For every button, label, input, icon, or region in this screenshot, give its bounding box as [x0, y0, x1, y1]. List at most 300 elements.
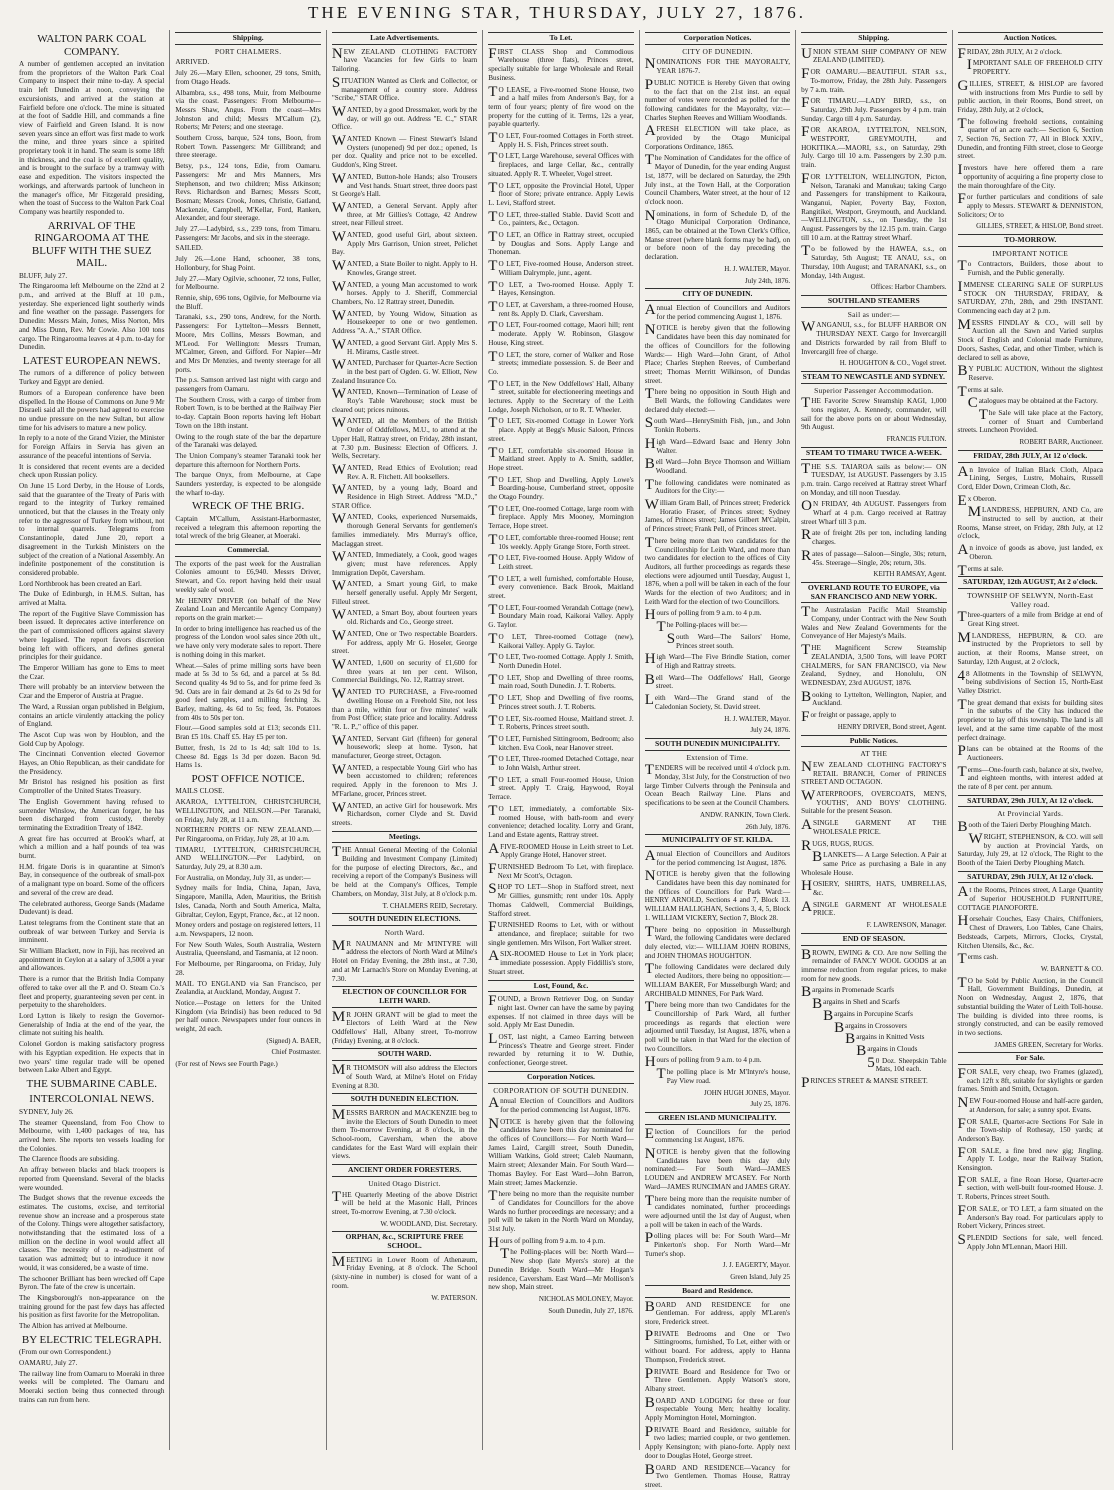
advertisement: TO LET, Shop and Dwelling, Apply Lowe's Boarding-house, Cumberland street, opposite the Otago Foundry.: [488, 473, 634, 502]
paragraph: NORTHERN PORTS OF NEW ZEALAND.—Per Ringarooma, on Friday, July 28, at 10 a.m.: [175, 826, 321, 843]
paragraph: The railway line from Oamaru to Moeraki in three weeks will be completed. The Oamaru and Moeraki section being thus connected through trains can run from here.: [19, 1369, 165, 1404]
advertisement: Annual Election of Councillors and Auditors for the period commencing August 1, 1876.: [644, 301, 791, 321]
advertisement: TO LET, comfortable three-roomed House; rent 10s weekly. Apply Grange Store, Forth street.: [488, 531, 634, 551]
article-section: [801, 582, 946, 732]
advertisement: TO LET, three-stalled Stable. David Scott and Co., painters, &c., Octagon.: [488, 208, 634, 228]
section-heading: MUNICIPALITY OF ST. KILDA.: [645, 834, 790, 847]
signature-line: H. J. WALTER, Mayor.: [724, 264, 791, 273]
article-section: [175, 1060, 320, 1069]
paragraph: Rumors of a European conference have been dispelled. In the House of Commons on June 9 Mr Disraeli said all the powers had agreed to exercise no undue pressure on the new Sultan, but allow time for his advisers to mature a new policy.: [19, 388, 165, 432]
advertisement: THE Quarterly Meeting of the above District will be held at the Masonic Hall, Princes street, To-morrow Evening, at 7.30 o'clock.: [331, 1188, 478, 1216]
signature-line: FRANCIS FULTON.: [886, 435, 947, 444]
advertisement: TO LET, a Two-roomed House. Apply T. Hayes, Kensington.: [488, 278, 634, 298]
advertisement: BY PUBLIC AUCTION, Without the slightest Reserve.: [957, 363, 1103, 382]
advertisement: Booth of the Taieri Derby Ploughing Match.: [957, 819, 1092, 836]
article-section: [332, 1231, 477, 1302]
paragraph: An affray between blacks and black troopers is reported from Queensland. Several of the blacks were wounded.: [19, 1166, 165, 1192]
advertisement: TO LET, the store, corner of Walker and Rose streets; immediate possession. S. de Beer and Co.: [488, 348, 634, 376]
article-section: [175, 1037, 320, 1057]
advertisement: TO LET, Shop and Dwelling of five rooms, Princes street south. J. T. Roberts.: [488, 692, 634, 711]
paragraph: July 27.—Ladybird, s.s., 239 tons, from Timaru. Passengers: Mr Jacobs, and six in the steerage.: [175, 225, 321, 242]
section-heading: TO-MORROW.: [958, 234, 1103, 247]
paragraph: Mr Bristol has resigned his position as first Comptroller of the United States Treasury.: [19, 778, 165, 796]
advertisement: Bargains in Clouds: [856, 1042, 918, 1059]
advertisement: Terms cash.: [957, 951, 999, 968]
advertisement: TO be Sold by Public Auction, in the Council Hall, Government Buildings, Dunedin, at Noon on Wednesday, August 2, 1876, that substantial building the Water of Leith Toll-house. The building is divided into three rooms, is strongly constructed, and can be easily removed in two sections.: [957, 974, 1103, 1037]
section-heading: STEAM TO TIMARU TWICE A-WEEK.: [801, 447, 946, 460]
signature-line: KEITH RAMSAY, Agent.: [873, 570, 947, 579]
advertisement: There being no opposition in South High and Bell Wards, the following Candidates were declared duly elected:—: [644, 386, 791, 414]
advertisement: The following candidates were nominated as Auditors for the City:—: [644, 476, 791, 496]
advertisement: Hours of polling from 9 a.m. to 4 p.m.: [644, 1054, 762, 1071]
paragraph: Lord Lytton is likely to resign the Governor-Generalship of India at the end of the year, the climate not suiting his health.: [19, 1012, 165, 1038]
paragraph: H.M. frigate Doris is in quarantine at Simon's Bay, in consequence of the outbreak of small-pox of a malignant type on board. Some of the officers and several of the crew are dead.: [19, 862, 165, 897]
advertisement: High Ward—The Five Brindle Station, corner of High and Rattray streets.: [644, 651, 791, 670]
section-heading: ARRIVAL OF THE RINGAROOMA AT THE BLUFF WITH THE SUEZ MAIL.: [31, 219, 152, 270]
advertisement: MLANDRESS, HEPBURN, AND Co, are instructed to sell by auction, at their Rooms, Manse street, on Friday, 28th July, at 12 o'clock,: [957, 504, 1103, 541]
signature-line: W. BARNETT & CO.: [1040, 964, 1103, 973]
advertisement: 48 Allotments in the Township of SELWYN, being subdivisions of Section 15, North-East Valley District.: [957, 667, 1103, 695]
advertisement: Rate of freight 20s per ton, including landing charges.: [801, 527, 947, 547]
advertisement: TO LET, Two-roomed Cottage. Apply J. Smith, North Dunedin Hotel.: [488, 651, 634, 670]
paragraph: Notice.—Postage on letters for the United Kingdom (via Brindisi) has been reduced to 9d per half ounce. Newspapers under four ounces in weight, 2d each.: [175, 998, 321, 1034]
section-heading: BY ELECTRIC TELEGRAPH.: [21, 1333, 162, 1346]
advertisement: Hours of polling from 9 a.m. to 4 p.m.: [488, 1234, 606, 1251]
section-subheading: IMPORTANT NOTICE: [992, 248, 1069, 258]
advertisement: Election of Councillors for the period commencing 1st August, 1876.: [644, 1125, 791, 1145]
paragraph: The exports of the past week for the Australian Colonies amount to £6,940. Messrs Driver, Stewart, and Co. report having held their usual weekly sale of wool.: [175, 559, 321, 594]
advertisement: There being more than the requisite number of candidates nominated, further proceedings were adjourned until the 1st day of August, when a poll will be taken in each of the Wards.: [644, 1192, 791, 1229]
paragraph: AKAROA, LYTTELTON, CHRISTCHURCH, WELLINGTON, and NELSON.—Per Taranaki, on Friday, July 28, at 11 a.m.: [175, 798, 321, 824]
paragraph: The barque Onyx, from Melbourne, at Cape Saunders yesterday, is expected to be alongside the wharf to-day.: [175, 471, 321, 497]
advertisement: FOR SALE, very cheap, two Frames (glazed), each 12ft x 8ft, suitable for skylights or garden frames. Smith and Smith, Octagon.: [957, 1066, 1103, 1094]
advertisement: Bargains in Porcupine Scarfs: [823, 1007, 913, 1024]
advertisement: For freight or passage, apply to: [801, 709, 897, 726]
advertisement: BOARD AND RESIDENCE—Vacancy for Two Gentlemen. Thomas House, Rattray street.: [644, 1461, 791, 1489]
signature-line: W. WOODLAND, Dist. Secretary.: [380, 1219, 478, 1228]
article-section: [332, 1048, 477, 1090]
paragraph: There is a rumor that the British India Company offered to take over all the P. and O. Steam Co.'s fleet and property, guaranteeing seven per cent. in perpetuity to the shareholders.: [19, 975, 165, 1010]
section-heading: Shipping.: [175, 32, 320, 45]
paragraph: TIMARU, LYTTELTON, CHRISTCHURCH, AND WELLINGTON.—Per Ladybird, on Saturday, July 29, at 8.30 a.m.: [175, 845, 321, 872]
article-section: [645, 834, 790, 1109]
advertisement: TO LET, Six-roomed House, Maitland street. J. T. Roberts, Princes street south.: [488, 712, 634, 732]
advertisement: WANTED, 1,600 on security of £1,600 for three years at ten per cent. Wilson, Commercial Buildings, No. 12, Rattray street.: [331, 657, 478, 685]
signature-line: Chief Postmaster.: [271, 1048, 321, 1057]
signature-line: Offices: Harbor Chambers.: [870, 283, 947, 292]
article-section: [801, 735, 946, 930]
advertisement: At the Rooms, Princes street, A Large Quantity of Superior HOUSEHOLD FURNITURE, COTTAGE PIANOFORTE.: [957, 884, 1103, 912]
advertisement: TO LET, Furnished Sittingroom, Bedroom; also kitchen. Eva Cook, near Hanover street.: [488, 732, 634, 752]
article-section: [332, 1164, 477, 1228]
article-section: [801, 933, 947, 1092]
article-section: [957, 974, 1103, 1050]
advertisement: TO LET, Six-roomed Cottage in Lower York place. Apply at Begg's Music Saloon, Princes street.: [488, 415, 634, 443]
advertisement: Bargains in Shetl and Scarfs: [812, 996, 900, 1013]
article-section: [645, 288, 790, 735]
advertisement: To be followed by the HAWEA, s.s., on Saturday, 5th August; TE ANAU, s.s., on Thursday, 10th August; and TARANAKI, s.s., on Monday, 14th August.: [801, 243, 947, 280]
article-section: [19, 1093, 164, 1330]
paragraph: Captain M'Callum, Assistant-Harbormaster, received a telegram this afternoon reporting the total wreck of the brig Gleaner, at Moeraki.: [175, 514, 321, 541]
advertisement: WANTED, Cooks, experienced Nursemaids, thorough General Servants for gentlemen's families immediately. Mrs Murray's office, Maclaggan street.: [331, 511, 478, 548]
paragraph: The Budget shows that the revenue exceeds the estimates. The customs, excise, and territorial revenue show an increase and a prosperous state of the Colony. Things were altogether satisfactory, notwithstanding that the estimated loss of a million on the decline in wool would affect all classes. The necessity of a re-adjustment of taxation was admitted; but to introduce it now would, it was considered, be a waste of time.: [19, 1194, 165, 1272]
section-subheading: TOWNSHIP OF SELWYN, North-East Valley road.: [967, 590, 1094, 609]
advertisement: FRIDAY, 28th JULY, At 2 o'clock.: [957, 45, 1062, 62]
section-heading: WALTON PARK COAL COMPANY.: [37, 33, 147, 58]
advertisement: SITUATION Wanted as Clerk and Collector, or management of a country store. Address "Scribe," STAR Office.: [331, 74, 478, 103]
paragraph: The Kingsborough's non-appearance on the training ground for the past few days has affected his position as first favorite for the Metropolitan.: [19, 1293, 165, 1320]
article-section: [645, 1285, 790, 1490]
section-subheading: Superior Passenger Accommodation.: [814, 385, 934, 395]
advertisement: WANTED, a General Servant. Apply after three, at Mr Gillies's Cottage, 42 Andrew street, near Filleul street.: [331, 199, 478, 228]
paragraph: The Emperor William has gone to Ems to meet the Czar.: [19, 663, 165, 681]
paragraph: The Cincinnati Convention elected Governor Hayes, an Ohio Republican, as their candidate for the Presidency.: [19, 750, 165, 776]
advertisement: An invoice of goods as above, just landed, ex Oberon.: [957, 542, 1103, 561]
column-7: [953, 30, 1108, 1450]
advertisement: PRIVATE Board and Residence for Two or Three Gentlemen. Apply Watson's store, Albany street.: [644, 1365, 791, 1393]
advertisement: TO LEASE, a Five-roomed Stone House, two and a half miles from Anderson's Bay, for a term of four years; plenty of fire wood on the property for the cutting of it. Terms, 12s a year, payable quarterly.: [488, 83, 634, 129]
advertisement: WANTED, good useful Girl, about sixteen. Apply Mrs Garrison, Union street, Pelichet Bay.: [331, 229, 478, 257]
article-section: [488, 980, 633, 1068]
advertisement: Nominations, in form of Schedule D, of the Otago Municipal Corporation Ordinance, 1865, can be obtained at the Town Clerk's Office, Manse street (where blank forms may be had), on or before noon of the day preceding the declaration.: [644, 207, 791, 262]
advertisement: Hours of polling from 9 a.m. to 4 p.m.: [644, 607, 762, 624]
advertisement: FOR TIMARU.—LADY BIRD, s.s., on Saturday, 29th July. Passengers by 4 p.m. train Sunday. Cargo till 4 p.m. Saturday.: [801, 95, 947, 123]
section-heading: Public Notices.: [801, 735, 946, 748]
advertisement: TO LET, Four-roomed Cottages in Forth street. Apply H. S. Fish, Princes street south.: [488, 130, 634, 149]
signature-line: H. HOUGHTON & CO., Vogel street.: [839, 359, 947, 368]
article-section: [801, 32, 946, 292]
advertisement: TO LET, Three-roomed Detached Cottage, near to John Walsh, Arthur street.: [488, 753, 634, 773]
section-heading: ORPHAN, &c., SCRIPTURE FREE SCHOOL.: [332, 1231, 477, 1252]
section-subheading: Sail as under:—: [847, 309, 900, 319]
section-heading: SATURDAY, 29th JULY, At 12 o'clock.: [958, 871, 1103, 884]
paragraph: Albambra, s.s., 498 tons, Muir, from Melbourne via the coast. Passengers: From Melbourne—Messrs Shaw, Angus. From the coast—Mrs Johnston and child; Messrs M'Callum (2), Roberts; Mr Peters; and one steerage.: [175, 88, 321, 132]
paragraph: The Southern Cross, with a cargo of timber from Robert Town, is to be berthed at the Railway Pier to-day. Captain Boon reports having left Hobart Town on the 18th instant.: [175, 395, 321, 430]
advertisement: TO LET, Large Warehouse, several Offices with fireplaces, and large Cellar, &c., centrally situated. Apply R. T. Wheeler, Vogel street.: [488, 150, 634, 178]
advertisement: South Ward—HenrySmith Fish, jun., and John Tonkin Roberts.: [644, 415, 791, 435]
paragraph: July 26.—Mary Ellen, schooner, 29 tons, Smith, from Otago Heads.: [175, 69, 321, 86]
signature-line: GILLIES, STREET, & HISLOP, Bond street.: [976, 222, 1103, 231]
advertisement: Polling places will be: For South Ward—Mr Pinkerton's shop. For North Ward—Mr Turner's shop.: [644, 1230, 791, 1258]
section-heading: SOUTHLAND STEAMERS: [801, 295, 946, 308]
advertisement: WANGANUI, s.s., for BLUFF HARBOR ON THURSDAY NEXT. Cargo for Invercargill and Districts forwarded by rail from Bluff to Invercargill free of charge.: [801, 319, 947, 356]
advertisement: ASINGLE GARMENT AT WHOLESALE PRICE.: [801, 898, 947, 918]
article-section: [175, 773, 320, 1034]
advertisement: FURNISHED Bedroom To Let, with fireplace. Next Mr Scott's, Octagon.: [488, 861, 634, 880]
section-heading: ELECTION OF COUNCILLOR FOR LEITH WARD.: [332, 986, 477, 1007]
section-heading: LATEST EUROPEAN NEWS.: [22, 354, 161, 367]
section-heading: FRIDAY, 28th JULY, At 12 o'clock.: [958, 450, 1103, 463]
advertisement: ON FRIDAY, 4th AUGUST. Passengers from Wharf at 4 p.m. Cargo received at Rattray street Wharf till 3 p.m.: [801, 498, 947, 526]
section-heading: SOUTH DUNEDIN MUNICIPALITY.: [645, 738, 790, 751]
advertisement: WANTED, a Smart young Girl, to make herself generally useful. Apply Mr Sergent, Filleul street.: [331, 578, 478, 606]
advertisement: The Sale will take place at the Factory, corner of Stuart and Cumberland streets. Luncheon Provided.: [957, 407, 1103, 435]
advertisement: IMPORTANT SALE OF FREEHOLD CITY PROPERTY.: [966, 57, 1103, 77]
paragraph: In reply to a note of the Grand Vizier, the Minister for Foreign Affairs in Servia has given an assurance of the peaceful intentions of Servia.: [19, 434, 165, 460]
advertisement: WANTED Known — Finest Stewart's Island Oysters (unopened) 9d per doz.; opened, 1s per doz. Quality and price not to be excelled. Guddon's, King Street.: [331, 133, 478, 170]
advertisement: THE Magnificent Screw Steamship ZEALANDIA, 3,500 Tons, will leave PORT CHALMERS, for SAN FRANCISCO, via New Zealand, Sydney, and Honolulu, ON WEDNESDAY, 23rd AUGUST, 1876.: [801, 642, 947, 687]
advertisement: WANTED, by a young lady, Board and Residence in High Street. Address "M.D.," STAR Office.: [331, 482, 478, 510]
paragraph: July 26.—Lone Hand, schooner, 38 tons, Hollonbury, for Shag Point.: [175, 255, 321, 272]
signature-line: (Signed) A. BAER,: [266, 1036, 321, 1045]
article-section: [332, 986, 477, 1045]
section-subheading: CITY OF DUNEDIN.: [682, 46, 753, 56]
section-heading: SATURDAY, 12th AUGUST, At 2 o'clock.: [958, 576, 1103, 589]
advertisement: BROWN, EWING & CO. Are now Selling the remainder of FANCY WOOL GOODS at an immense reduction from regular prices, to make room for new goods.: [801, 946, 947, 983]
signature-line: W. PATERSON.: [431, 1293, 478, 1302]
advertisement: Horsehair Couches, Easy Chairs, Chiffoniers, Chest of Drawers, Loo Tables, Cane Chairs, Bedsteads, Carpets, Mirrors, Clocks, Crystal, Kitchen Utensils, &c., &c.: [957, 913, 1103, 950]
advertisement: FURNISHED Rooms to Let, with or without attendance, and fireplace; suitable for two single gentlemen. Mrs Wilson, Fort Walker street.: [488, 919, 634, 947]
advertisement: The great demand that exists for building sites in the suburbs of the City has induced the proprietor to lay off this township. The land is all level, and at the same time capable of the most perfect drainage.: [957, 696, 1103, 742]
paragraph: Sydney mails for India, China, Japan, Java, Singapore, Manilla, Aden, Mauritius, the British Isles, Canada, North and South America, Malta, Gibraltar, Ceylon, Egypt, France, &c., at 12 noon.: [175, 884, 321, 919]
advertisement: MESSRS FINDLAY & CO., will sell by Auction all the Sawn and Varied surplus Stock of English and Colonial made Furniture, Doors, Sashes, Cedar, and other Timber, which is declared to sell as above,: [957, 316, 1103, 362]
advertisement: RUGS, RUGS, RUGS.: [801, 837, 874, 854]
section-heading: Corporation Notices.: [645, 32, 790, 45]
signature-line: July 24th, 1876.: [744, 276, 791, 285]
section-heading: SOUTH DUNEDIN ELECTION.: [332, 1093, 477, 1106]
section-heading: To Let.: [488, 32, 633, 45]
advertisement: MESSRS BARRON and MACKENZIE beg to invite the Electors of South Dunedin to meet them To-morrow Evening, at 8 o'clock, in the School-room, Caversham, when the above candidates for the East Ward will explain their views.: [331, 1106, 478, 1161]
paragraph: The rumors of a difference of policy between Turkey and Egypt are denied.: [19, 369, 165, 387]
advertisement: WANTED, a State Boiler to night. Apply to H. Knowles, Grange street.: [331, 258, 478, 277]
advertisement: Plans can be obtained at the Rooms of the Auctioneers.: [957, 743, 1103, 762]
advertisement: FOR SALE, Quarter-acre Sections For Sale in the Town-ship of Rothesay, 150 yards; at Anderson's Bay.: [957, 1115, 1103, 1143]
advertisement: Catalogues may be obtained at the Factory.: [967, 395, 1098, 412]
advertisement: BLANKETS— A Large Selection. A Pair at same Price as purchasing a Bale in any Wholesale House.: [801, 849, 947, 877]
section-heading: For Sale.: [958, 1052, 1103, 1065]
advertisement: WANTED, Purchaser for Quarter-Acre Section in the best part of Ogden. G. W. Elliott, New Zealand Insurance Co.: [331, 357, 478, 385]
article-section: [175, 32, 320, 497]
advertisement: NEW ZEALAND CLOTHING FACTORY'S RETAIL BRANCH, Corner of PRINCES STREET AND OCTAGON.: [801, 758, 947, 787]
section-subheading: United Otago District.: [368, 1178, 441, 1188]
paragraph: A great fire has occurred at Brook's wharf, at which a million and a half pounds of tea was burnt.: [19, 834, 165, 861]
advertisement: NOTICE is hereby given that the following Candidates have been this day nominated for the offices of Councillors for the following Wards:— High Ward—John Grant, of Athol Place; Charles Stephen Reeves, of Cumberland street; Thomas Merritt Wilkinson, of Dundas street.: [644, 322, 791, 385]
signature-line: NICHOLAS MOLONEY, Mayor.: [538, 1295, 634, 1303]
article-section: [645, 1112, 790, 1282]
section-heading: OVERLAND ROUTE TO EUROPE, via SAN FRANCISCO AND NEW YORK.: [801, 582, 946, 603]
advertisement: An Invoice of Italian Black Cloth, Alpaca Lining, Serges, Lustre, Mohairs, Russell Cord, Elder Down, Crimean Cloth, &c.: [957, 463, 1103, 491]
advertisement: NOTICE is hereby given that the following Candidates have been this day nominated for the Offices of Councillors for Park Ward:— HENRY ARNOLD, Sections 4 and 7, Block 13. WILLIAM HALLIGHAN, Sections 3, 4, 5, Block 1. WILLIAM VICKERY, Section 7, Block 28.: [644, 868, 791, 922]
paragraph: Sir William Blackett, now in Fiji, has received an appointment in Ceylon at a salary of 3,500l a year and allowances.: [19, 947, 165, 973]
advertisement: William Gram Ball, of Princes street; Frederick Horatio Fraser, of Princes street; Sydney James, of Princes street; James Gilbert M'Calpin, of Princes street; Frank Pell, of Princes street.: [644, 497, 791, 534]
paragraph: The Duke of Edinburgh, in H.M.S. Sultan, has arrived at Malta.: [19, 590, 165, 608]
advertisement: Rates of passage—Saloon—Single, 30s; return, 45s. Steerage—Single, 20s; return, 30s.: [801, 547, 947, 567]
advertisement: Bell Ward—The Oddfellows' Hall, George street.: [644, 671, 791, 691]
advertisement: ASINGLE GARMENT AT THE WHOLESALE PRICE.: [801, 817, 947, 836]
advertisement: Bell Ward—John Bryce Thomson and William Woodland.: [644, 456, 791, 475]
column-6: [796, 30, 952, 1450]
paragraph: Money orders and postage on registered letters, 11 a.m. Newspapers, 12 noon.: [175, 921, 321, 938]
advertisement: The Polling-places will be:—: [656, 619, 748, 636]
section-heading: WRECK OF THE BRIG.: [192, 500, 305, 513]
advertisement: ASIX-ROOMED House to Let in York place; immediate possession. Apply Fiddillis's store, Stuart street.: [488, 948, 634, 976]
signature-line: July 25, 1876.: [750, 1100, 791, 1109]
advertisement: TO LET, opposite the Provincial Hotel, Upper floor of Store; private entrance. Apply Lewis L. Levi, Stafford street.: [488, 179, 634, 207]
advertisement: High Ward—Edward Isaac and Henry John Walter.: [644, 435, 791, 455]
advertisement: IMMENSE CLEARING SALE OF SURPLUS STOCK ON THURSDAY, FRIDAY, & SATURDAY, 27th, 28th, and 29th INSTANT. Commencing each day at 2 p.m.: [957, 278, 1103, 315]
advertisement: Annual Election of Councillors and Auditors for the period commencing 1st August, 1876.: [488, 1095, 634, 1114]
advertisement: WANTED, an active Girl for housework. Mrs Richardson, corner Clyde and St. David streets.: [331, 799, 478, 827]
advertisement: WANTED, a respectable Young Girl who has been accustomed to children; references required. Apply in the forenoon to Mrs J. M'Farlane, grocer, Princes street.: [331, 761, 478, 798]
advertisement: The Nomination of Candidates for the office of Mayor of Dunedin, for the year ending August 1st, 1877, will be declared on Saturday, the 29th July inst., at the Town Hall, at the Corporation Council Chambers, Water street, at the hour of 12 o'clock noon.: [644, 152, 791, 206]
paragraph: Lord Northbrook has been created an Earl.: [19, 579, 142, 588]
advertisement: 50 Doz. Sheepskin Table Mats, 10d each.: [867, 1054, 947, 1074]
advertisement: WANTED TO PURCHASE, a Five-roomed dwelling House on a Freehold Site, not less than a mile, within four or five minutes' walk from Post Office; state price and locality. Address "R. L. P.," office of this paper.: [331, 686, 478, 731]
advertisement: Bargains in Crossovers: [834, 1019, 907, 1036]
advertisement: South Ward—The Sailors' Home, Princes street south.: [666, 630, 791, 650]
advertisement: THE Annual General Meeting of the Colonial Building and Investment Company (Limited) for the purpose of electing Directors, &c., and receiving a report of the Company's Business will be held at the Company's Offices, Temple Chambers, on Monday, 31st July, at 8 o'clock p.m.: [331, 844, 478, 898]
paragraph: For Melbourne, per Ringarooma, on Friday, July 28.: [175, 960, 321, 977]
section-subheading: At Provincial Yards.: [997, 809, 1064, 819]
signature-line: F. LAWRENSON, Manager.: [866, 921, 947, 930]
masthead: THE EVENING STAR, THURSDAY, JULY 27, 1876.: [308, 3, 806, 22]
signature-line: ANDW. RANKIN, Town Clerk.: [699, 810, 791, 819]
paragraph: Rennie, ship, 696 tons, Ogilvie, for Melbourne via the Bluff.: [175, 293, 321, 311]
paragraph: MAILS CLOSE.: [175, 787, 225, 796]
paragraph: The Ascot Cup was won by Houblon, and the Gold Cup by Apology.: [19, 730, 165, 748]
paragraph: OAMARU, July 27.: [19, 1359, 78, 1367]
advertisement: WANTED, a Smart Boy, about fourteen years old. Richards and Co., George street.: [331, 607, 478, 627]
paragraph: On June 15 Lord Derby, in the House of Lords, said that the guarantee of the Treaty of Paris with regard to the integrity of Turkey remained unnoticed, but that the clauses in the Treaty only refer to the aggressor of Turkey from without, not to internal quarrels. Telegrams from Constantinople, dated June 20, report a disagreement in the Turkish Ministers on the subject of the creation of a National Assembly. An indefinite postponement of the constitution is considered probable.: [19, 481, 165, 577]
section-heading: Board and Residence.: [645, 1285, 790, 1298]
article-section: [19, 220, 164, 352]
advertisement: TO LET, Shop and Dwelling of three rooms, main road, South Dunedin. J. T. Roberts.: [488, 671, 634, 691]
advertisement: For further particulars and conditions of sale apply to Messrs. STEWART & DENNISTON, Solicitors; Or to: [957, 191, 1103, 219]
section-heading: Late Advertisements.: [332, 32, 477, 45]
advertisement: There being no more than the requisite number of Candidates for Councillors for the above Wards no further proceedings are necessary; and a poll will be taken in the North Ward on Monday, 31st July.: [488, 1188, 634, 1234]
paragraph: SYDNEY, July 26.: [19, 1107, 74, 1116]
signature-line: Green Island, July 25: [730, 1273, 791, 1282]
article-section: [801, 371, 946, 444]
paragraph: Latest telegrams from the Continent state that an outbreak of war between Turkey and Servia is imminent.: [19, 918, 165, 945]
article-section: [332, 1093, 477, 1161]
article-section: [332, 831, 477, 911]
paragraph: For New South Wales, South Australia, Western Australia, Queensland, and Tasmania, at 12 noon.: [175, 940, 321, 958]
advertisement: SPLENDID Sections for sale, well fenced. Apply John M'Lennan, Maori Hill.: [957, 1231, 1103, 1251]
paragraph: SAILED.: [175, 244, 203, 253]
advertisement: FOR SALE, a fine Roan Horse, Quarter-acre section, with well-built four-roomed House. J. T. Roberts, Princes street South.: [957, 1173, 1103, 1202]
advertisement: Investors have here offered them a rare opportunity of acquiring a fine property close to the main thoroughfare of the City.: [957, 162, 1103, 190]
article-section: [958, 1052, 1103, 1251]
advertisement: MLANDRESS, HEPBURN, & CO. are instructed by the Proprietors to sell by auction, at their Rooms, Manse street, on Saturday, 12th August, at 2 o'clock,: [957, 629, 1103, 666]
advertisement: AFIVE-ROOMED House in Leith street to Let. Apply Grange Hotel, Hanover street.: [488, 840, 634, 860]
advertisement: FOUND, a Brown Retriever Dog, on Sunday night last. Owner can have the same by paying expenses. If not claimed in three days will be sold. Apply Mr East Dunedin.: [488, 993, 634, 1030]
article-section: [801, 447, 946, 579]
section-heading: GREEN ISLAND MUNICIPALITY.: [645, 1112, 790, 1125]
advertisement: HOSIERY, SHIRTS, HATS, UMBRELLAS, &c.: [801, 878, 947, 898]
article-section: [958, 576, 1103, 791]
advertisement: FOR LYTTELTON, WELLINGTON, Picton, Nelson, Taranaki and Manukau; taking Cargo and Passengers for transhipment to Kaikoura, Wanganui, Napier, Poverty Bay, Foxton, Rangitikei, Westport, Greymouth, and Auckland.—WELLINGTON, s.s., on Tuesday, the 1st August. Passengers by the 12.15 p.m. train. Cargo till 10 a.m. at the Rattray street Wharf.: [801, 170, 947, 242]
advertisement: WANTED, Button-hole Hands; also Trousers and Vest hands. Stuart street, three doors past St George's Hall.: [331, 170, 478, 199]
paragraph: The Albion has arrived at Melbourne.: [19, 1322, 128, 1331]
paragraph: The report of the Fugitive Slave Commission has been issued. It deprecates active interference on the part of commissioned officers against slavery where legalised. The report favors discretion being left with officers, and defines general principles for their guidance.: [19, 609, 165, 662]
column-4: [483, 30, 639, 1450]
paragraph: A number of gentlemen accepted an invitation from the proprietors of the Walton Park Coal Company to inspect their mine to-day. A special train left Dunedin at noon, conveying the excursionists, and arrived at the station at Fairfield before one o'clock. The mine is situated at the foot of Saddle Hill, and commands a fine view of Fairfield and Green Island. It is now seven years since an effort was first made to work the mine, and three years since a spirited proprietary took it in hand. The seam is some 18ft in thickness, and the coal is of excellent quality, and is brought to the surface by a tramway with ease and expedition. The visitors inspected the workings, and afterwards partook of luncheon in the manager's office, Mr Fitzgerald presiding, when the toast of Success to the Walton Park Coal Company was heartily responded to.: [19, 60, 165, 216]
signature-line: July 24, 1876.: [750, 726, 791, 735]
paragraph: The schooner Brilliant has been wrecked off Cape Byron. The fate of the crew is uncertain.: [19, 1274, 165, 1292]
advertisement: TENDERS will be received until 4 o'clock p.m. Monday, 31st July, for the Construction of two large Timber Culverts through the Peninsula and Ocean Beach Railway Line. Plans and specifications to be seen at the Council Chambers.: [644, 762, 791, 808]
signature-line: J. J. EAGERTY, Mayor.: [722, 1261, 791, 1270]
article-section: [957, 450, 1103, 579]
paragraph: The p.s. Samson arrived last night with cargo and passengers from Oamaru.: [175, 376, 321, 394]
section-subheading: CORPORATION OF SOUTH DUNEDIN.: [493, 1085, 629, 1095]
article-section: [645, 738, 790, 831]
signature-line: ROBERT BARR, Auctioneer.: [1019, 438, 1103, 447]
paragraph: July 27.—Mary Ogilvie, schooner, 72 tons, Fuller, for Melbourne.: [175, 274, 321, 292]
paragraph: Wheat.—Sales of prime milling sorts have been made at 5s 3d to 5s 6d, and a parcel at 5s 8d. Second quality 4s 9d to 5s, and for prime feed 3s 9d. Oats are in fair demand at 2s 6d to 2s 9d for good feed samples, and milling fetching 3s. Barley, malting, 4s 6d to 5s; feed, 3s. Potatoes from 40s to 50s per ton.: [175, 661, 321, 722]
advertisement: WATERPROOFS, OVERCOATS, MEN'S, YOUTHS', AND BOYS' CLOTHING. Suitable for the present Season.: [801, 788, 947, 816]
advertisement: UNION STEAM SHIP COMPANY OF NEW ZEALAND (LIMITED).: [801, 45, 947, 65]
advertisement: PRIVATE Bedrooms and One or Two Sittingrooms, furnished, To Let, either with or without board. For address, apply to Hanna Thompson, Frederick street.: [644, 1327, 791, 1364]
advertisement: NOMINATIONS FOR THE MAYORALTY, YEAR 1876-7.: [644, 56, 791, 76]
advertisement: TO LET, in the New Oddfellows' Hall, Albany street, suitable for electioneering meetings and lectures. Apply to the Secretary of the Leith Lodge, Joseph Nicholson, or to R. T. Wheeler.: [488, 377, 634, 414]
advertisement: TO LET, a small Four-roomed House, Union street. Apply T. Craig, Haywood, Royal Terrace.: [488, 773, 634, 802]
advertisement: PRINCES STREET & MANSE STREET.: [801, 1075, 928, 1092]
paragraph: Mr HENRY DRIVER (on behalf of the New Zealand Loan and Mercantile Agency Company) reports on the grain market:—: [175, 596, 321, 622]
column-5: [640, 30, 796, 1489]
advertisement: SHOP TO LET—Shop in Stafford street, next Mr Gillies, gunsmith; rent under 10s. Apply Thomas Caldwell, Commercial Buildings, Stafford street.: [488, 881, 634, 918]
paragraph: Southern Cross, barque, 524 tons, Boon, from Robert Town. Passengers: Mr Gillibrand; and three steerage.: [175, 134, 321, 160]
article-section: [645, 32, 790, 285]
advertisement: The Polling-places will be: North Ward—New shop (late Myers's store) at the Dunedin Bridge. South Ward—Mr Hogan's residence, Caversham. East Ward—Mr Mollison's new shop, Main street.: [488, 1246, 634, 1292]
columns: [14, 30, 1108, 1489]
paragraph: MAIL TO ENGLAND via San Francisco, per Zealandia, at Auckland, Monday, August 7.: [175, 979, 321, 997]
advertisement: TO LET, an Office in Rattray street, occupied by Douglas and Sons. Apply Lange and Thoneman.: [488, 229, 634, 257]
advertisement: WANTED, by Young Widow, Situation as Housekeeper to one or two gentlemen. Address "A. A.," STAR Office.: [331, 307, 478, 336]
paragraph: (From our own Correspondent.): [19, 1348, 111, 1357]
advertisement: FOR AKAROA, LYTTELTON, NELSON, WESTPORT, GREYMOUTH, and HOKITIKA.—MAORI, s.s., on Saturday, 29th July. Cargo till 10 a.m. Passengers by 2.30 p.m. train.: [801, 124, 947, 170]
section-heading: ANCIENT ORDER FORESTERS.: [332, 1164, 477, 1177]
advertisement: TO LET, a well furnished, comfortable House, every convenience. Back Brook, Maitland street.: [488, 572, 634, 601]
paragraph: BLUFF, July 27.: [19, 271, 68, 280]
advertisement: Bargains in Knitted Vests: [845, 1031, 925, 1048]
column-3: [327, 30, 483, 1450]
signature-line: JAMES GREEN, Secretary for Works.: [994, 1040, 1103, 1049]
section-heading: STEAM TO NEWCASTLE AND SYDNEY.: [801, 371, 946, 384]
advertisement: WANTED, Read Ethics of Evolution; read Rev. A. R. Fitchett. All booksellers.: [331, 461, 478, 481]
advertisement: There being no opposition in Musselburgh Ward, the following Candidates were declared duly elected, viz:— WILLIAM JOHN ROBINS, and JOHN THOMAS HOUGHTON.: [644, 923, 791, 960]
advertisement: WANTED, all the Members of the British Order of Oddfellows, M.U., to attend at the Upper Hall, Rattray street, on Friday, 28th instant, at 7.30 p.m. Business: Election of Officers. J. Wells, Secretary.: [331, 415, 478, 461]
advertisement: TO LET, Five-roomed House. Apply Widow of Leith street.: [488, 552, 634, 571]
advertisement: NOTICE is hereby given that the following candidates have been this day nominated for the offices of Councillors:— For North Ward—James Laird, Cargill street, South Dunedin, William Watkins, Gold street; Caleb Naumann, Mairn street; Alexander Main. For South Ward—Thomas Bayley. For East Ward—John Barron, Main street; James Mackenzie.: [488, 1115, 634, 1187]
signature-line: T. CHALMERS REID, Secretary.: [382, 901, 478, 910]
advertisement: TO LET, One-roomed Cottage, large room with fireplace. Apply Mrs Mooney, Mornington Terrace, Hope street.: [488, 502, 634, 531]
advertisement: Ex Oberon.: [957, 492, 997, 509]
section-subheading: North Ward.: [384, 927, 425, 937]
article-section: [19, 33, 164, 217]
article-section: [332, 32, 477, 828]
paragraph: The Union Company's steamer Taranaki took her departure this afternoon for Northern Ports.: [175, 451, 321, 469]
article-section: [19, 355, 164, 1075]
advertisement: MR JOHN GRANT will be glad to meet the Electors of Leith Ward at the New Oddfellows' Hall, Albany street, To-morrow (Friday) Evening, at 8 o'clock.: [331, 1008, 478, 1045]
advertisement: WANTED, One or Two respectable Boarders. For address, apply Mr G. Hoseler, George street.: [331, 627, 478, 656]
signature-line: JOHN HUGH JONES, Mayor.: [703, 1088, 791, 1097]
article-section: [958, 795, 1103, 868]
advertisement: Annual Election of Councillors and Auditors for the period commencing 1st August, 1876.: [644, 847, 791, 867]
advertisement: NOTICE is hereby given that the following Candidates have been this day duly nominated:— For South Ward—JAMES LOUDEN and ANDREW M'CASEY. For North Ward—JAMES RUNCIMAN and JAMES GRAY.: [644, 1146, 791, 1191]
advertisement: NEW ZEALAND CLOTHING FACTORY have Vacancies for few Girls to learn Tailoring.: [331, 45, 478, 74]
section-subheading: PORT CHALMERS.: [214, 46, 282, 56]
advertisement: The polling place is Mr M'Intyre's house, Pay View road.: [656, 1066, 791, 1085]
advertisement: There being more than two Candidates for the Councillorship of Park Ward, all further proceedings as regards that election were adjourned until Tuesday, 1st August, 1876, when a poll will be taken in that Ward for the election of two Councillors.: [644, 999, 791, 1053]
advertisement: The following freehold sections, containing quarter of an acre each:— Section 6, Section 7, Section 76, Section 77, All in Block XXIV., Dunedin, and fronting Filth street, close to George street.: [957, 115, 1103, 161]
advertisement: Bargains in Promenade Scarfs: [801, 984, 895, 1001]
advertisement: WANTED, by a good Dressmaker, work by the day, or will go out. Address "E. C.," STAR Office.: [331, 103, 478, 132]
advertisement: PUBLIC NOTICE is Hereby Given that owing to the fact that on the 21st inst. an equal number of votes were recorded as polled for the following candidates for the Mayoralty, viz:—Charles Stephen Reeves and William Woodlands.: [644, 76, 791, 122]
section-heading: Lost, Found, &c.: [488, 980, 633, 993]
paragraph: There will probably be an interview between the Czar and the Emperor of Austria at Prague.: [19, 683, 165, 701]
paragraph: Colonel Gordon is making satisfactory progress with his Egyptian expedition. He expects that in two years' time regular trade will be opened between Lake Albert and Egypt.: [19, 1040, 165, 1075]
